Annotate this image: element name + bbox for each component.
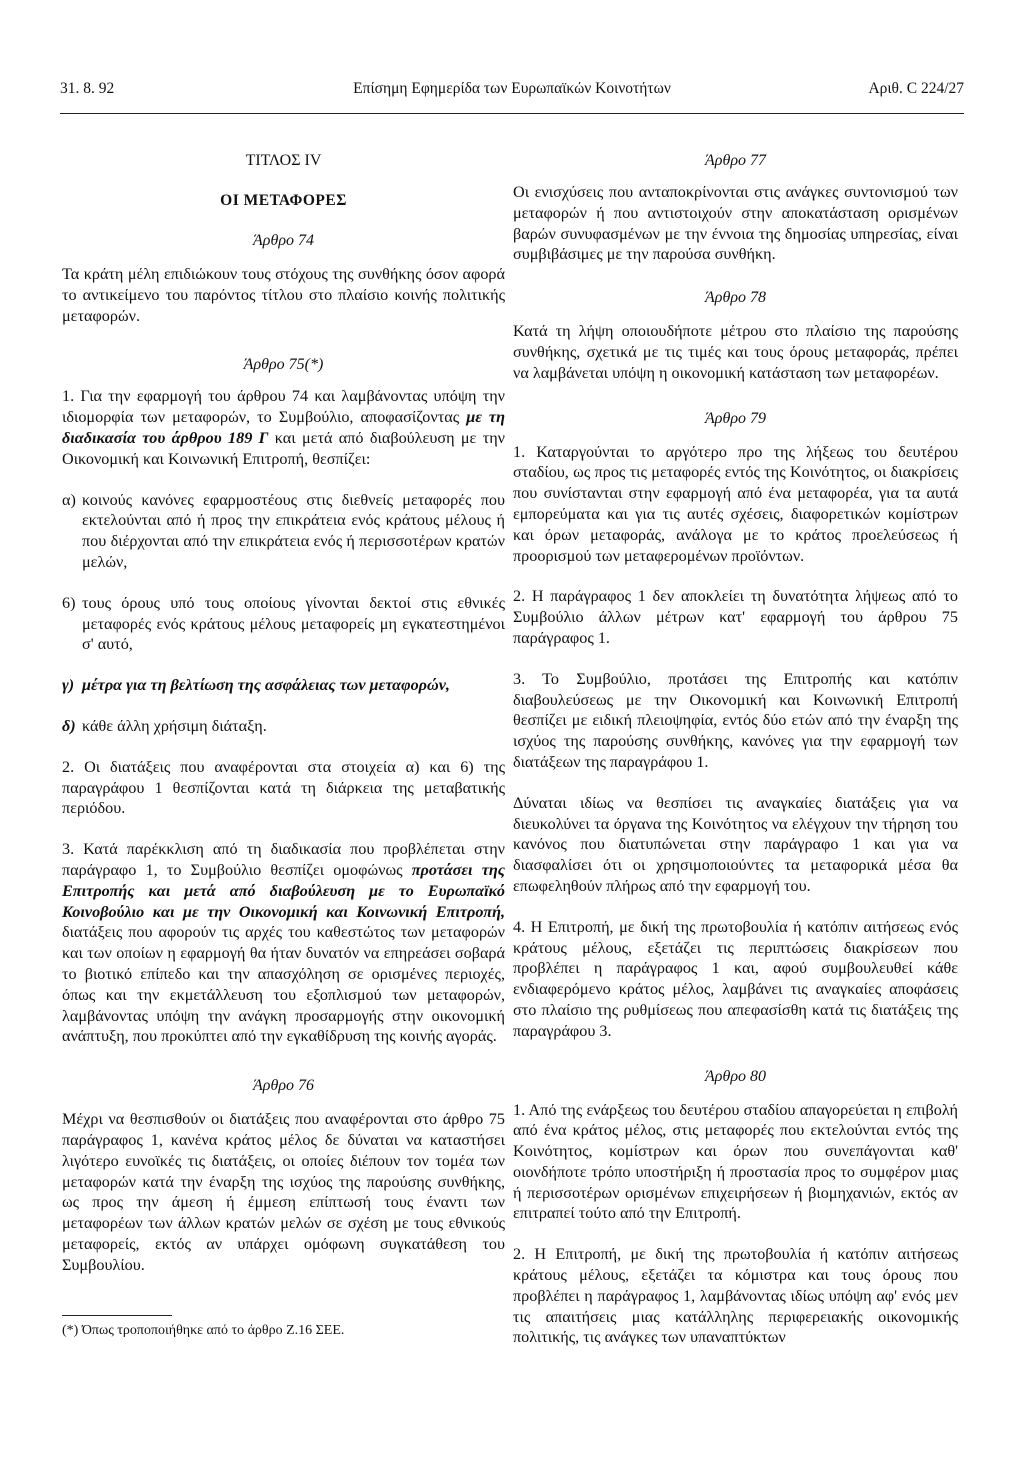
article-75-p1-text-b: και μετά από διαβούλευση με την Οικονομική και Κοινωνική Επιτροπή, θεσπίζει: <box>62 428 505 468</box>
article-79-paragraph-2: 2. Η παράγραφος 1 δεν αποκλείει τη δυνατότητα λήψεως από το Συμβούλιο άλλων μέτρων κατ' εφαρμογή του άρθρου 75 παράγραφος 1. <box>513 587 958 647</box>
page-header <box>60 80 964 106</box>
left-column <box>62 148 505 1340</box>
article-80-paragraph-1: 1. Από της ενάρξεως του δευτέρου σταδίου απαγορεύεται η επιβολή από ένα κράτος μέλος, στις μεταφορές που εκτελούνται εντός της Κοινότητος, κομίστρων και όρων που συνεπάγονται καθ' οιονδήποτε τρόπο υποστήριξη ή προστασία προς το συμφέρον μιας ή περισσοτέρων ορισμένων επιχειρήσεων ή βιομηχανιών, εκτός αν επιτραπεί τούτο από την Επιτροπή. <box>513 1100 958 1223</box>
article-78-heading: Άρθρο 78 <box>705 289 766 307</box>
article-75-p1-bold: με τη διαδικασία του άρθρου 189 Γ <box>62 408 505 447</box>
title-name: ΟΙ ΜΕΤΑΦΟΡΕΣ <box>220 192 347 209</box>
article-75-p1-text-a: 1. Για την εφαρμογή του άρθρου 74 και λαμβάνοντας υπόψη την ιδιομορφία των μεταφορών, το Συμβούλιο, αποφασίζοντας <box>62 387 505 427</box>
article-74-heading: Άρθρο 74 <box>253 232 314 249</box>
list-item-d-label: δ) <box>62 716 76 735</box>
article-75-paragraph-1 <box>62 386 505 469</box>
list-item-a-label: α) <box>62 490 76 509</box>
list-item-d-text: κάθε άλλη χρήσιμη διάταξη. <box>82 716 267 735</box>
list-item-b-text: τους όρους υπό τους οποίους γίνονται δεκτοί στις εθνικές μεταφορές ενός κράτους μέλους μεταφορείς μη εγκατεστημένοι σ' αυτό, <box>82 593 505 654</box>
article-76-text: Μέχρι να θεσπισθούν οι διατάξεις που αναφέρονται στο άρθρο 75 παράγραφος 1, κανένα κράτος μέλος δε δύναται να καταστήσει λιγότερο ευνοϊκές τις διατάξεις, οι οποίες διέπουν τον τομέα των μεταφορών κατά την έναρξη της ισχύος της παρούσης συνθήκης, ως προς την άμεση ή έμμεση επίπτωσή τους έναντι των μεταφορέων των άλλων κρατών μελών σε σχέση με τους εθνικούς μεταφορείς, εκτός αν υπάρχει ομόφωνη συγκατάθεση του Συμβουλίου. <box>62 1110 505 1274</box>
article-80-paragraph-2: 2. Η Επιτροπή, με δική της πρωτοβουλία ή κατόπιν αιτήσεως κράτους μέλους, εξετάζει τα κόμιστρα και τους όρους που προβλέπει η παράγραφος 1, λαμβάνοντας ιδίως υπόψη αφ' ενός μεν τις απαιτήσεις μιας κατάλληλης περιφερειακής οικονομικής πολιτικής, τις ανάγκες των υπαναπτύκτων <box>513 1245 958 1347</box>
footnote-rule <box>62 1315 172 1316</box>
list-item-b-label: 6) <box>62 593 76 612</box>
article-77-text: Οι ενισχύσεις που ανταποκρίνονται στις ανάγκες συντονισμού των μεταφορών ή που αντιστοιχούν στην αποκατάσταση ορισμένων βαρών συνυφασμένων με την έννοια της δημοσίας υπηρεσίας, είναι συμβιβάσιμες με την παρούσα συνθήκη. <box>513 183 958 264</box>
article-77-heading: Άρθρο 77 <box>705 152 766 169</box>
footnote: (*) Όπως τροποποιήθηκε από το άρθρο Ζ.16 ΣΕΕ. <box>62 1323 345 1339</box>
article-75-p3-bold: προτάσει της Επιτροπής και μετά από διαβούλευση με το Ευρωπαϊκό Κοινοβούλιο και με την Οικονομική και Κοινωνική Επιτροπή, <box>62 860 505 921</box>
article-79-paragraph-4: 4. Η Επιτροπή, με δική της πρωτοβουλία ή κατόπιν αιτήσεως ενός κράτους μέλους, εξετάζει τις περιπτώσεις διακρίσεων που προβλέπει η παράγραφος 1 και, αφού συμβουλευθεί κάθε ενδιαφερόμενο κράτος μέλος, λαμβάνει τις αναγκαίες αποφάσεις στο πλαίσιο της ρυθμίσεως που απεφασίσθη κατά τις διατάξεις της παραγράφου 3. <box>513 917 958 1040</box>
list-item-b <box>62 593 505 655</box>
header-reference: Αριθ. C 224/27 <box>868 80 964 97</box>
right-column <box>513 148 958 1348</box>
list-item-d <box>62 716 505 737</box>
article-79-heading: Άρθρο 79 <box>705 409 766 427</box>
title-number: ΤΙΤΛΟΣ IV <box>245 152 322 169</box>
article-79-paragraph-1: 1. Καταργούνται το αργότερο προ της λήξεως του δευτέρου σταδίου, ως προς τις μεταφορές εντός της Κοινότητος, οι διακρίσεις που συνίστανται στην εφαρμογή από ένα μεταφορέα, για τα αυτά εμπορεύματα και για τις αυτές σχέσεις, διαφορετικών κομίστρων και όρων μεταφοράς, ανάλογα με το κράτος προελεύσεως ή προορισμού των μεταφερομένων προϊόντων. <box>513 442 958 565</box>
article-75-p3-text-b: διατάξεις που αφορούν τις αρχές του καθεστώτος των μεταφορών και των οποίων η εφαρμογή θα ήταν δυνατόν να επηρεάσει σοβαρά το βιοτικό επίπεδο και την απασχόληση σε ορισμένες περιοχές, όπως και την εκμετάλλευση του εξοπλισμού των μεταφορών, λαμβάνοντας υπόψη την ανάγκη προσαρμογής στην οικονομική ανάπτυξη, που προκύπτει από την εγκαθίδρυση της κοινής αγοράς. <box>62 923 505 1046</box>
article-78-text: Κατά τη λήψη οποιουδήποτε μέτρου στο πλαίσιο της παρούσης συνθήκης, σχετικά με τις τιμές και τους όρους μεταφοράς, πρέπει να λαμβάνεται υπόψη η οικονομική κατάσταση των μεταφορέων. <box>513 322 958 382</box>
article-76-heading: Άρθρο 76 <box>253 1077 314 1095</box>
article-75-p3-text-a: 3. Κατά παρέκκλιση από τη διαδικασία που προβλέπεται στην παράγραφο 1, το Συμβούλιο θεσπίζει ομοφώνως <box>62 840 505 879</box>
article-79-paragraph-3: 3. Το Συμβούλιο, προτάσει της Επιτροπής και κατόπιν διαβουλεύσεως με την Οικονομική και Κοινωνική Επιτροπή θεσπίζει με ειδική πλειοψηφία, εντός δύο ετών από την έναρξη της ισχύος της παρούσης συνθήκης, κανόνες για την εφαρμογή των διατάξεων της παραγράφου 1. <box>513 669 958 771</box>
article-74-text: Τα κράτη μέλη επιδιώκουν τους στόχους της συνθήκης όσον αφορά το αντικείμενο του παρόντος τίτλου στο πλαίσιο κοινής πολιτικής μεταφορών. <box>62 265 505 325</box>
article-75-paragraph-3 <box>62 839 505 1047</box>
header-date: 31. 8. 92 <box>60 80 115 97</box>
list-item-a-text: κοινούς κανόνες εφαρμοστέους στις διεθνείς μεταφορές που εκτελούνται από ή προς την επικράτεια ενός κράτους μέλους ή που διέρχονται από την επικράτεια ενός ή περισσοτέρων κρατών μελών, <box>82 490 505 571</box>
list-item-c <box>62 675 505 696</box>
article-80-heading: Άρθρο 80 <box>705 1067 766 1085</box>
list-item-c-text: μέτρα για τη βελτίωση της ασφάλειας των μεταφορών, <box>82 676 450 695</box>
article-75-paragraph-2: 2. Οι διατάξεις που αναφέρονται στα στοιχεία α) και 6) της παραγράφου 1 θεσπίζονται κατά τη διάρκεια της μεταβατικής περιόδου. <box>62 757 505 818</box>
list-item-a <box>62 490 505 573</box>
article-79-paragraph-3b: Δύναται ιδίως να θεσπίσει τις αναγκαίες διατάξεις για να διευκολύνει τα όργανα της Κοινότητος να ελέγχουν την τήρηση του κανόνος που διατυπώνεται στην παράγραφο 1 και για να διασφαλίσει ότι οι χρησιμοποιούντες τα μεταφορικά μέσα θα επωφεληθούν πλήρως από την εφαρμογή του. <box>513 793 958 895</box>
article-75-heading: Άρθρο 75(*) <box>243 356 324 374</box>
list-item-c-label: γ) <box>62 676 75 695</box>
header-journal-title: Επίσημη Εφημερίδα των Ευρωπαϊκών Κοινοτήτων <box>353 80 671 97</box>
header-rule <box>60 113 964 114</box>
